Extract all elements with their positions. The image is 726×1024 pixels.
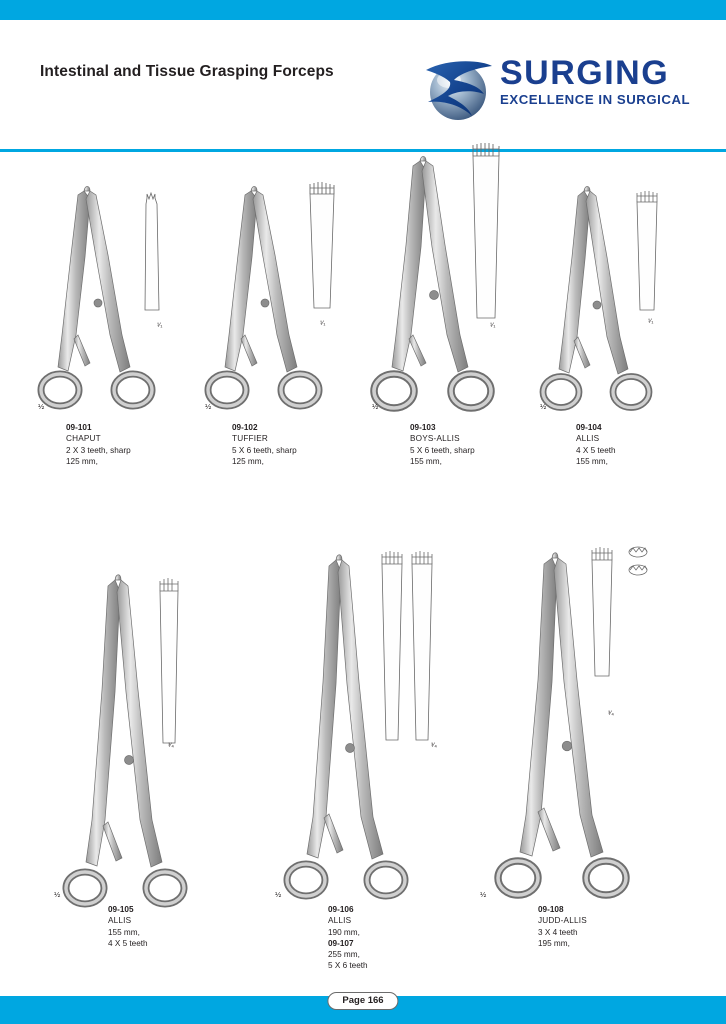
product-spec-1: 5 X 6 teeth, sharp [232,445,297,455]
tip-scale-09-103: ¹⁄₁ [490,322,496,329]
top-accent-bar [0,0,726,30]
product-code: 09-104 [576,423,602,432]
product-code: 09-105 [108,905,134,914]
product-spec-1: 3 X 4 teeth [538,927,578,937]
product-spec-1: 2 X 3 teeth, sharp [66,445,131,455]
tip-scale-09-102: ¹⁄₁ [320,320,326,327]
product-spec-2: 195 mm, [538,938,570,948]
product-code: 09-108 [538,905,564,914]
product-spec-2: 125 mm, [232,456,264,466]
tip-detail-09-107 [403,548,443,758]
caption-09-101 [66,422,131,467]
top-bar-white-strip [0,20,726,30]
product-spec-1: 190 mm, [328,927,360,937]
caption-09-103 [410,422,475,467]
tip-detail-09-104 [628,188,672,338]
scale-09-103: ½ [372,402,379,411]
tip-scale-09-108: ³⁄₄ [608,710,614,717]
tip-scale-09-104: ¹⁄₁ [648,318,654,325]
scale-09-108: ½ [480,890,487,899]
instrument-illustration-09-108 [480,550,660,910]
brand-logo [418,48,708,128]
product-name: JUDD-ALLIS [538,916,587,926]
scale-09-105: ½ [54,890,61,899]
product-name: ALLIS [328,916,352,926]
product-name: BOYS-ALLIS [410,434,460,444]
page-header [0,30,726,120]
tip-scale-09-105: ³⁄₄ [168,742,174,749]
product-code-2: 09-107 [328,938,354,948]
product-spec-1: 155 mm, [108,927,140,937]
brand-wordmark [500,56,710,108]
product-spec-2: 4 X 5 teeth [108,938,148,948]
scale-09-101: ½ [38,402,45,411]
caption-09-102 [232,422,297,467]
caption-09-104 [576,422,616,467]
tip-detail-09-103 [464,140,512,340]
product-name: TUFFIER [232,434,268,444]
instrument-illustration-09-105 [52,570,222,920]
caption-09-105 [108,904,148,949]
product-code: 09-103 [410,423,436,432]
caption-09-108 [538,904,587,949]
tooth-detail-09-108 [622,542,662,592]
tip-scale-09-101: ¹⁄₁ [157,322,163,329]
product-spec-2: 255 mm, [328,950,360,960]
tip-detail-09-102 [300,178,346,328]
product-spec-3: 5 X 6 teeth [328,961,368,971]
product-spec-2: 125 mm, [66,456,98,466]
product-name: ALLIS [108,916,132,926]
brand-name: SURGING [500,54,670,92]
page-title: Intestinal and Tissue Grasping Forceps [40,63,334,80]
scale-09-104: ½ [540,402,547,411]
page-number-badge: Page 166 [327,992,398,1010]
product-code: 09-102 [232,423,258,432]
product-spec-2: 155 mm, [576,456,608,466]
tip-scale-09-106: ³⁄₄ [431,742,437,749]
product-code: 09-101 [66,423,92,432]
product-row-1 [0,130,726,500]
product-row-2 [0,530,726,970]
product-name: CHAPUT [66,434,101,444]
caption-09-106 [328,904,368,972]
brand-tagline: EXCELLENCE IN SURGICAL [500,92,691,107]
scale-09-102: ½ [205,402,212,411]
swoosh-sphere-icon [418,52,498,128]
product-spec-1: 4 X 5 teeth [576,445,616,455]
tip-detail-09-105 [150,575,194,765]
product-spec-1: 5 X 6 teeth, sharp [410,445,475,455]
product-name: ALLIS [576,434,600,444]
product-spec-2: 155 mm, [410,456,442,466]
scale-09-106: ½ [275,890,282,899]
tip-detail-09-101 [135,190,175,330]
product-code: 09-106 [328,905,354,914]
